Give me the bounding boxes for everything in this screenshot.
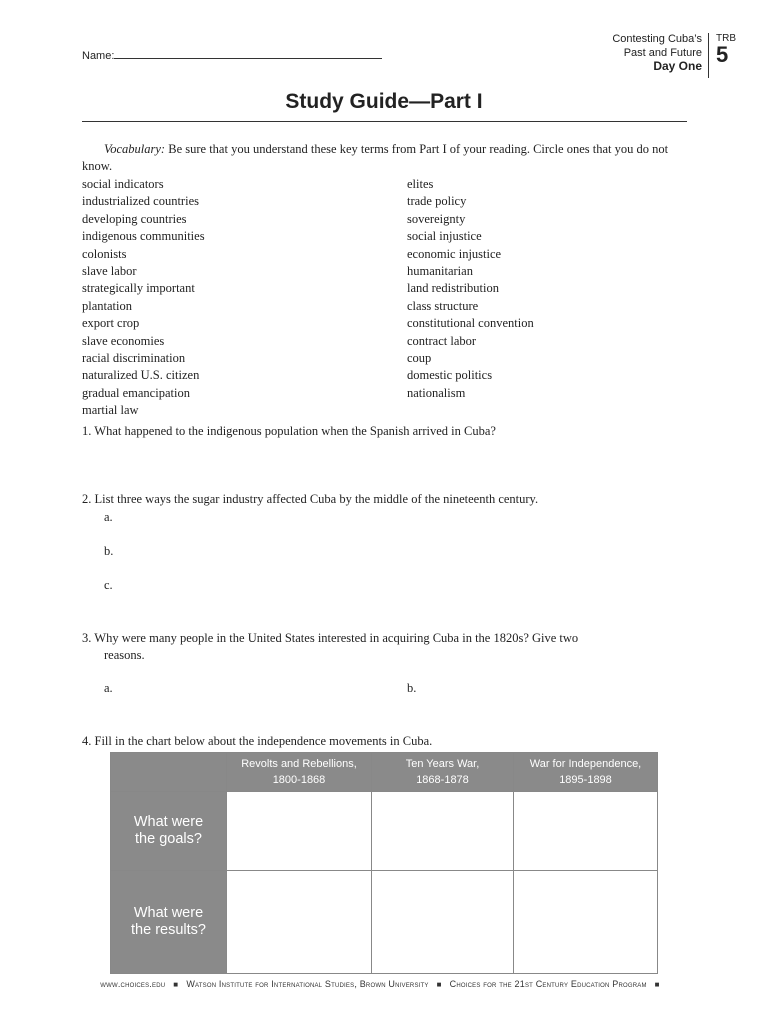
vocab-term[interactable]: indigenous communities — [82, 229, 205, 244]
vocab-term[interactable]: class structure — [407, 298, 479, 313]
chart-row-results — [111, 871, 658, 974]
footer-bullet: ■ — [654, 980, 660, 989]
column-header-years: 1800-1868 — [272, 774, 326, 786]
vocabulary-instructions-text: Be sure that you understand these key terms from Part I of your reading. Circle ones that you do not know. — [82, 142, 669, 174]
chart-answer-cell[interactable] — [514, 792, 658, 871]
vocab-term[interactable]: social indicators — [82, 177, 164, 191]
name-blank-line[interactable] — [114, 48, 382, 59]
vocabulary-list-right — [407, 176, 707, 402]
vocab-term[interactable]: strategically important — [82, 281, 195, 296]
series-title-line2: Past and Future — [623, 46, 702, 59]
vocab-term[interactable]: slave economies — [82, 333, 165, 348]
chart-answer-cell[interactable] — [514, 871, 658, 974]
vocab-term[interactable]: social injustice — [407, 229, 482, 244]
page-footer — [0, 979, 768, 989]
vocab-term[interactable]: elites — [407, 177, 434, 191]
question-2-answer-c[interactable]: c. — [104, 578, 113, 592]
independence-movements-chart — [110, 752, 658, 974]
footer-program-ordinal: st — [524, 979, 534, 989]
chart-answer-cell[interactable] — [227, 871, 372, 974]
trb-label: TRB — [716, 33, 736, 44]
column-header-title: Revolts and Rebellions, — [241, 758, 357, 770]
question-1: 1. What happened to the indigenous population when the Spanish arrived in Cuba? — [82, 424, 496, 438]
chart-answer-cell[interactable] — [372, 792, 514, 871]
vocab-term[interactable]: industrialized countries — [82, 194, 199, 209]
vocab-term[interactable]: contract labor — [407, 333, 477, 348]
question-3-line1: 3. Why were many people in the United States interested in acquiring Cuba in the 1820s? Give two — [82, 631, 579, 645]
vocab-term[interactable]: naturalized U.S. citizen — [82, 368, 200, 383]
row-label-line2: the goals? — [135, 831, 202, 847]
column-header-title: War for Independence, — [529, 758, 642, 770]
question-3-answer-b[interactable]: b. — [407, 681, 417, 695]
vocab-term[interactable]: plantation — [82, 298, 132, 313]
vocab-term[interactable]: martial law — [82, 403, 139, 418]
footer-program — [450, 979, 647, 989]
vocabulary-list-left — [82, 176, 402, 420]
question-2: 2. List three ways the sugar industry affected Cuba by the middle of the nineteenth century. — [82, 492, 539, 506]
column-header-years: 1868-1878 — [416, 774, 469, 786]
row-label-line1: What were — [133, 905, 204, 921]
chart-answer-cell[interactable] — [372, 871, 514, 974]
column-header-title: Ten Years War, — [405, 758, 480, 770]
question-3-line2: reasons. — [104, 648, 145, 663]
day-label: Day One — [653, 59, 702, 73]
name-field[interactable] — [82, 48, 382, 62]
footer-website: www.choices.edu — [100, 979, 166, 989]
title-divider — [82, 121, 687, 122]
chart-row-label — [111, 792, 227, 871]
series-header — [612, 33, 702, 74]
chart-row-label — [111, 871, 227, 974]
chart-column-header — [372, 753, 514, 792]
vocab-term[interactable]: racial discrimination — [82, 351, 186, 366]
question-4: 4. Fill in the chart below about the independence movements in Cuba. — [82, 734, 433, 748]
page-title: Study Guide—Part I — [285, 90, 483, 113]
row-label-line1: What were — [133, 814, 204, 830]
vocab-term[interactable]: trade policy — [407, 194, 467, 209]
question-2-answer-a[interactable]: a. — [104, 510, 113, 524]
footer-institute: Watson Institute for International Studies, Brown University — [186, 979, 429, 989]
vocab-term[interactable]: humanitarian — [407, 264, 473, 279]
row-label-line2: the results? — [131, 922, 206, 938]
name-label: Name: — [82, 50, 115, 62]
question-3 — [82, 630, 692, 665]
column-header-years: 1895-1898 — [559, 774, 612, 786]
footer-bullet: ■ — [173, 980, 179, 989]
vocabulary-instructions — [82, 141, 692, 176]
trb-number: 5 — [716, 42, 729, 67]
footer-bullet: ■ — [436, 980, 442, 989]
vocab-term[interactable]: land redistribution — [407, 281, 499, 296]
vocab-term[interactable]: colonists — [82, 246, 127, 261]
chart-corner-cell — [111, 753, 227, 792]
trb-badge — [708, 33, 756, 78]
footer-program-part1: Choices for the 21 — [449, 979, 525, 989]
chart-column-header — [227, 753, 372, 792]
vocab-term[interactable]: nationalism — [407, 385, 466, 400]
chart-column-header — [514, 753, 658, 792]
vocab-term[interactable]: sovereignty — [407, 211, 466, 226]
vocab-term[interactable]: domestic politics — [407, 368, 493, 383]
vocab-term[interactable]: constitutional convention — [407, 316, 534, 331]
vocabulary-label: Vocabulary: — [104, 142, 166, 156]
chart-answer-cell[interactable] — [227, 792, 372, 871]
vocab-term[interactable]: economic injustice — [407, 246, 502, 261]
vocab-term[interactable]: gradual emancipation — [82, 385, 190, 400]
series-title-line1: Contesting Cuba’s — [612, 33, 702, 45]
vocab-term[interactable]: developing countries — [82, 211, 187, 226]
vocab-term[interactable]: coup — [407, 351, 432, 366]
vocab-term[interactable]: export crop — [82, 316, 140, 331]
chart-row-goals — [111, 792, 658, 871]
question-2-answer-b[interactable]: b. — [104, 544, 114, 558]
footer-program-part2: Century Education Program — [533, 979, 647, 989]
question-3-answer-a[interactable]: a. — [104, 681, 113, 695]
vocab-term[interactable]: slave labor — [82, 264, 137, 279]
chart-header-row — [111, 753, 658, 792]
